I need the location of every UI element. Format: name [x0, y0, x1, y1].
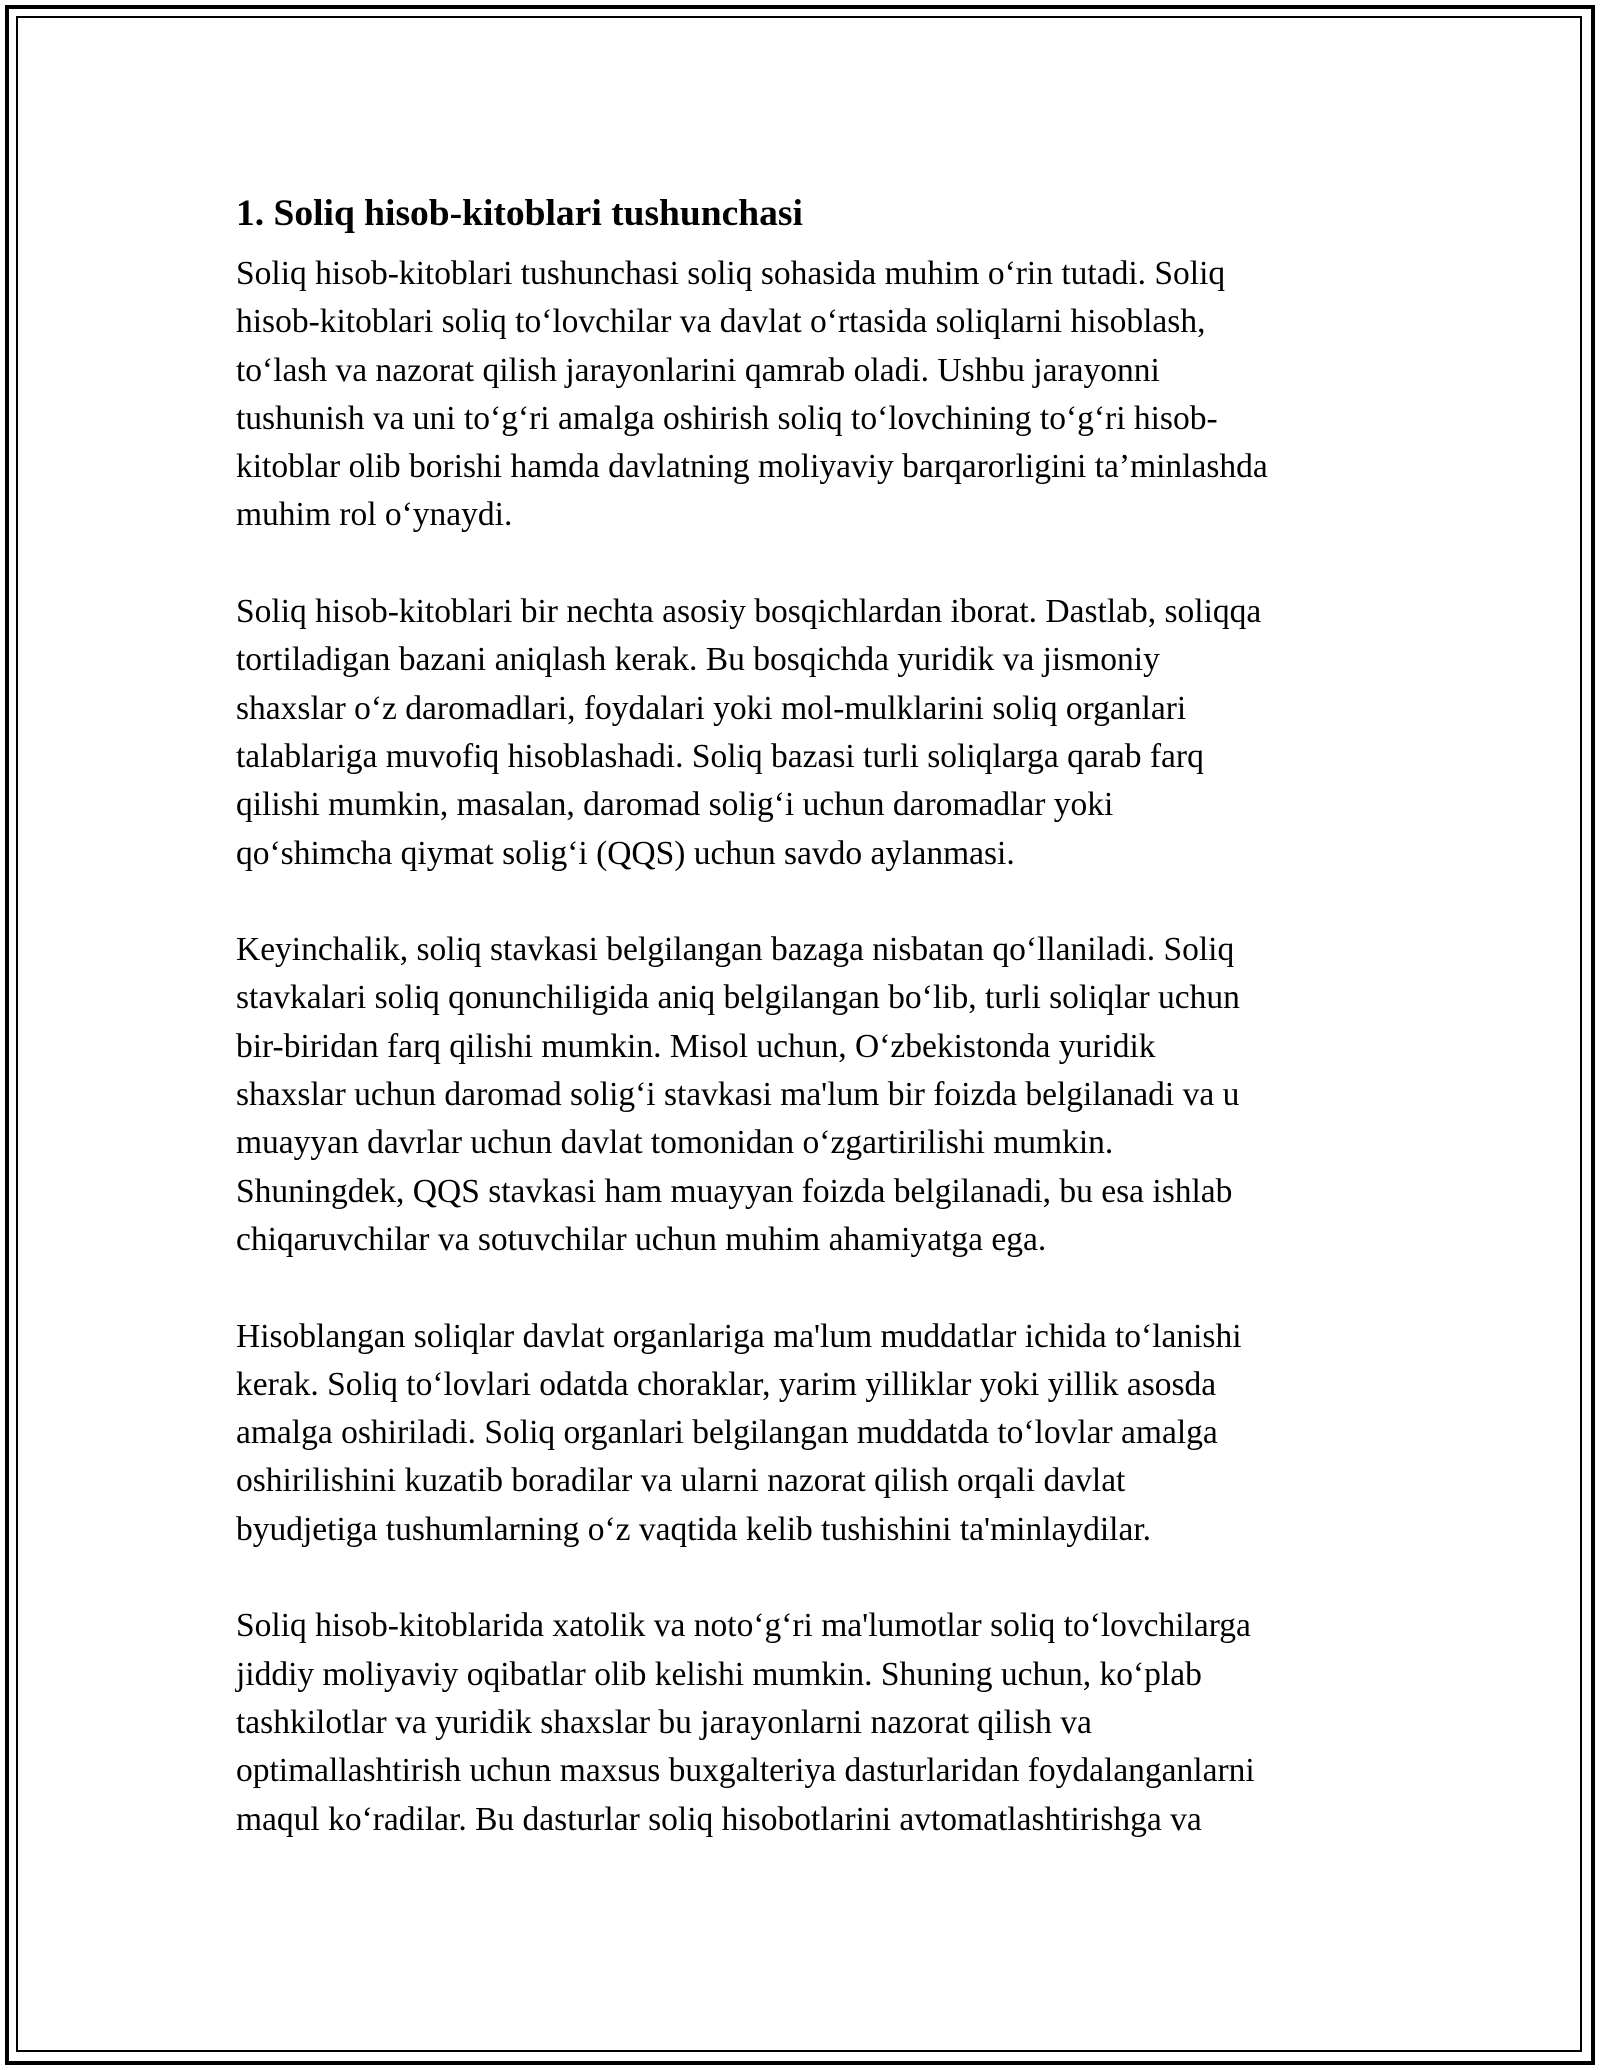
text-line: byudjetiga tushumlarning o‘z vaqtida kelib tushishini ta'minlaydilar. [236, 1510, 1152, 1548]
text-line: jiddiy moliyaviy oqibatlar olib kelishi mumkin. Shuning uchun, ko‘plab [236, 1655, 1202, 1693]
text-line: optimallashtirish uchun maxsus buxgalteriya dasturlaridan foydalanganlarni [236, 1752, 1255, 1790]
text-line: hisob-kitoblari soliq to‘lovchilar va davlat o‘rtasida soliqlarni hisoblash, [236, 303, 1206, 341]
text-line: Keyinchalik, soliq stavkasi belgilangan bazaga nisbatan qo‘llaniladi. Soliq [236, 931, 1235, 969]
text-line: Soliq hisob-kitoblarida xatolik va noto‘g‘ri ma'lumotlar soliq to‘lovchilarga [236, 1607, 1251, 1645]
text-line: shaxslar uchun daromad solig‘i stavkasi ma'lum bir foizda belgilanadi va u [236, 1076, 1240, 1114]
text-line: stavkalari soliq qonunchiligida aniq belgilangan bo‘lib, turli soliqlar uchun [236, 979, 1240, 1017]
text-line: muhim rol o‘ynaydi. [236, 496, 513, 534]
text-line: oshirilishini kuzatib boradilar va ularni nazorat qilish orqali davlat [236, 1462, 1126, 1500]
paragraph-1 [236, 250, 1386, 540]
text-line: Shuningdek, QQS stavkasi ham muayyan foizda belgilanadi, bu esa ishlab [236, 1172, 1233, 1210]
text-line: tashkilotlar va yuridik shaxslar bu jarayonlarni nazorat qilish va [236, 1703, 1092, 1741]
paragraph-4 [236, 1313, 1386, 1554]
text-line: maqul ko‘radilar. Bu dasturlar soliq hisobotlarini avtomatlashtirishga va [236, 1800, 1202, 1838]
text-line: tortiladigan bazani aniqlash kerak. Bu bosqichda yuridik va jismoniy [236, 641, 1160, 679]
paragraph-2 [236, 588, 1386, 878]
text-line: kitoblar olib borishi hamda davlatning moliyaviy barqarorligini ta’minlashda [236, 448, 1268, 486]
text-line: Soliq hisob-kitoblari tushunchasi soliq sohasida muhim o‘rin tutadi. Soliq [236, 255, 1226, 292]
paragraph-3 [236, 926, 1386, 1264]
text-line: bir-biridan farq qilishi mumkin. Misol uchun, O‘zbekistonda yuridik [236, 1027, 1156, 1065]
text-line: to‘lash va nazorat qilish jarayonlarini qamrab oladi. Ushbu jarayonni [236, 351, 1160, 389]
text-line: tushunish va uni to‘g‘ri amalga oshirish soliq to‘lovchining to‘g‘ri hisob- [236, 399, 1218, 437]
paragraph-5 [236, 1602, 1386, 1843]
text-line: Soliq hisob-kitoblari bir nechta asosiy bosqichlardan iborat. Dastlab, soliqqa [236, 593, 1262, 631]
document-body [236, 188, 1386, 1892]
text-line: amalga oshiriladi. Soliq organlari belgilangan muddatda to‘lovlar amalga [236, 1414, 1218, 1452]
text-line: kerak. Soliq to‘lovlari odatda choraklar, yarim yilliklar yoki yillik asosda [236, 1365, 1217, 1403]
section-heading: 1. Soliq hisob-kitoblari tushunchasi [236, 193, 803, 234]
text-line: qilishi mumkin, masalan, daromad solig‘i uchun daromadlar yoki [236, 786, 1114, 824]
text-line: qo‘shimcha qiymat solig‘i (QQS) uchun savdo aylanmasi. [236, 834, 1015, 872]
text-line: shaxslar o‘z daromadlari, foydalari yoki mol-mulklarini soliq organlari [236, 689, 1187, 727]
text-line: talablariga muvofiq hisoblashadi. Soliq bazasi turli soliqlarga qarab farq [236, 737, 1204, 775]
text-line: muayyan davrlar uchun davlat tomonidan o‘zgartirilishi mumkin. [236, 1124, 1114, 1162]
text-line: chiqaruvchilar va sotuvchilar uchun muhim ahamiyatga ega. [236, 1220, 1047, 1258]
text-line: Hisoblangan soliqlar davlat organlariga ma'lum muddatlar ichida to‘lanishi [236, 1317, 1242, 1355]
